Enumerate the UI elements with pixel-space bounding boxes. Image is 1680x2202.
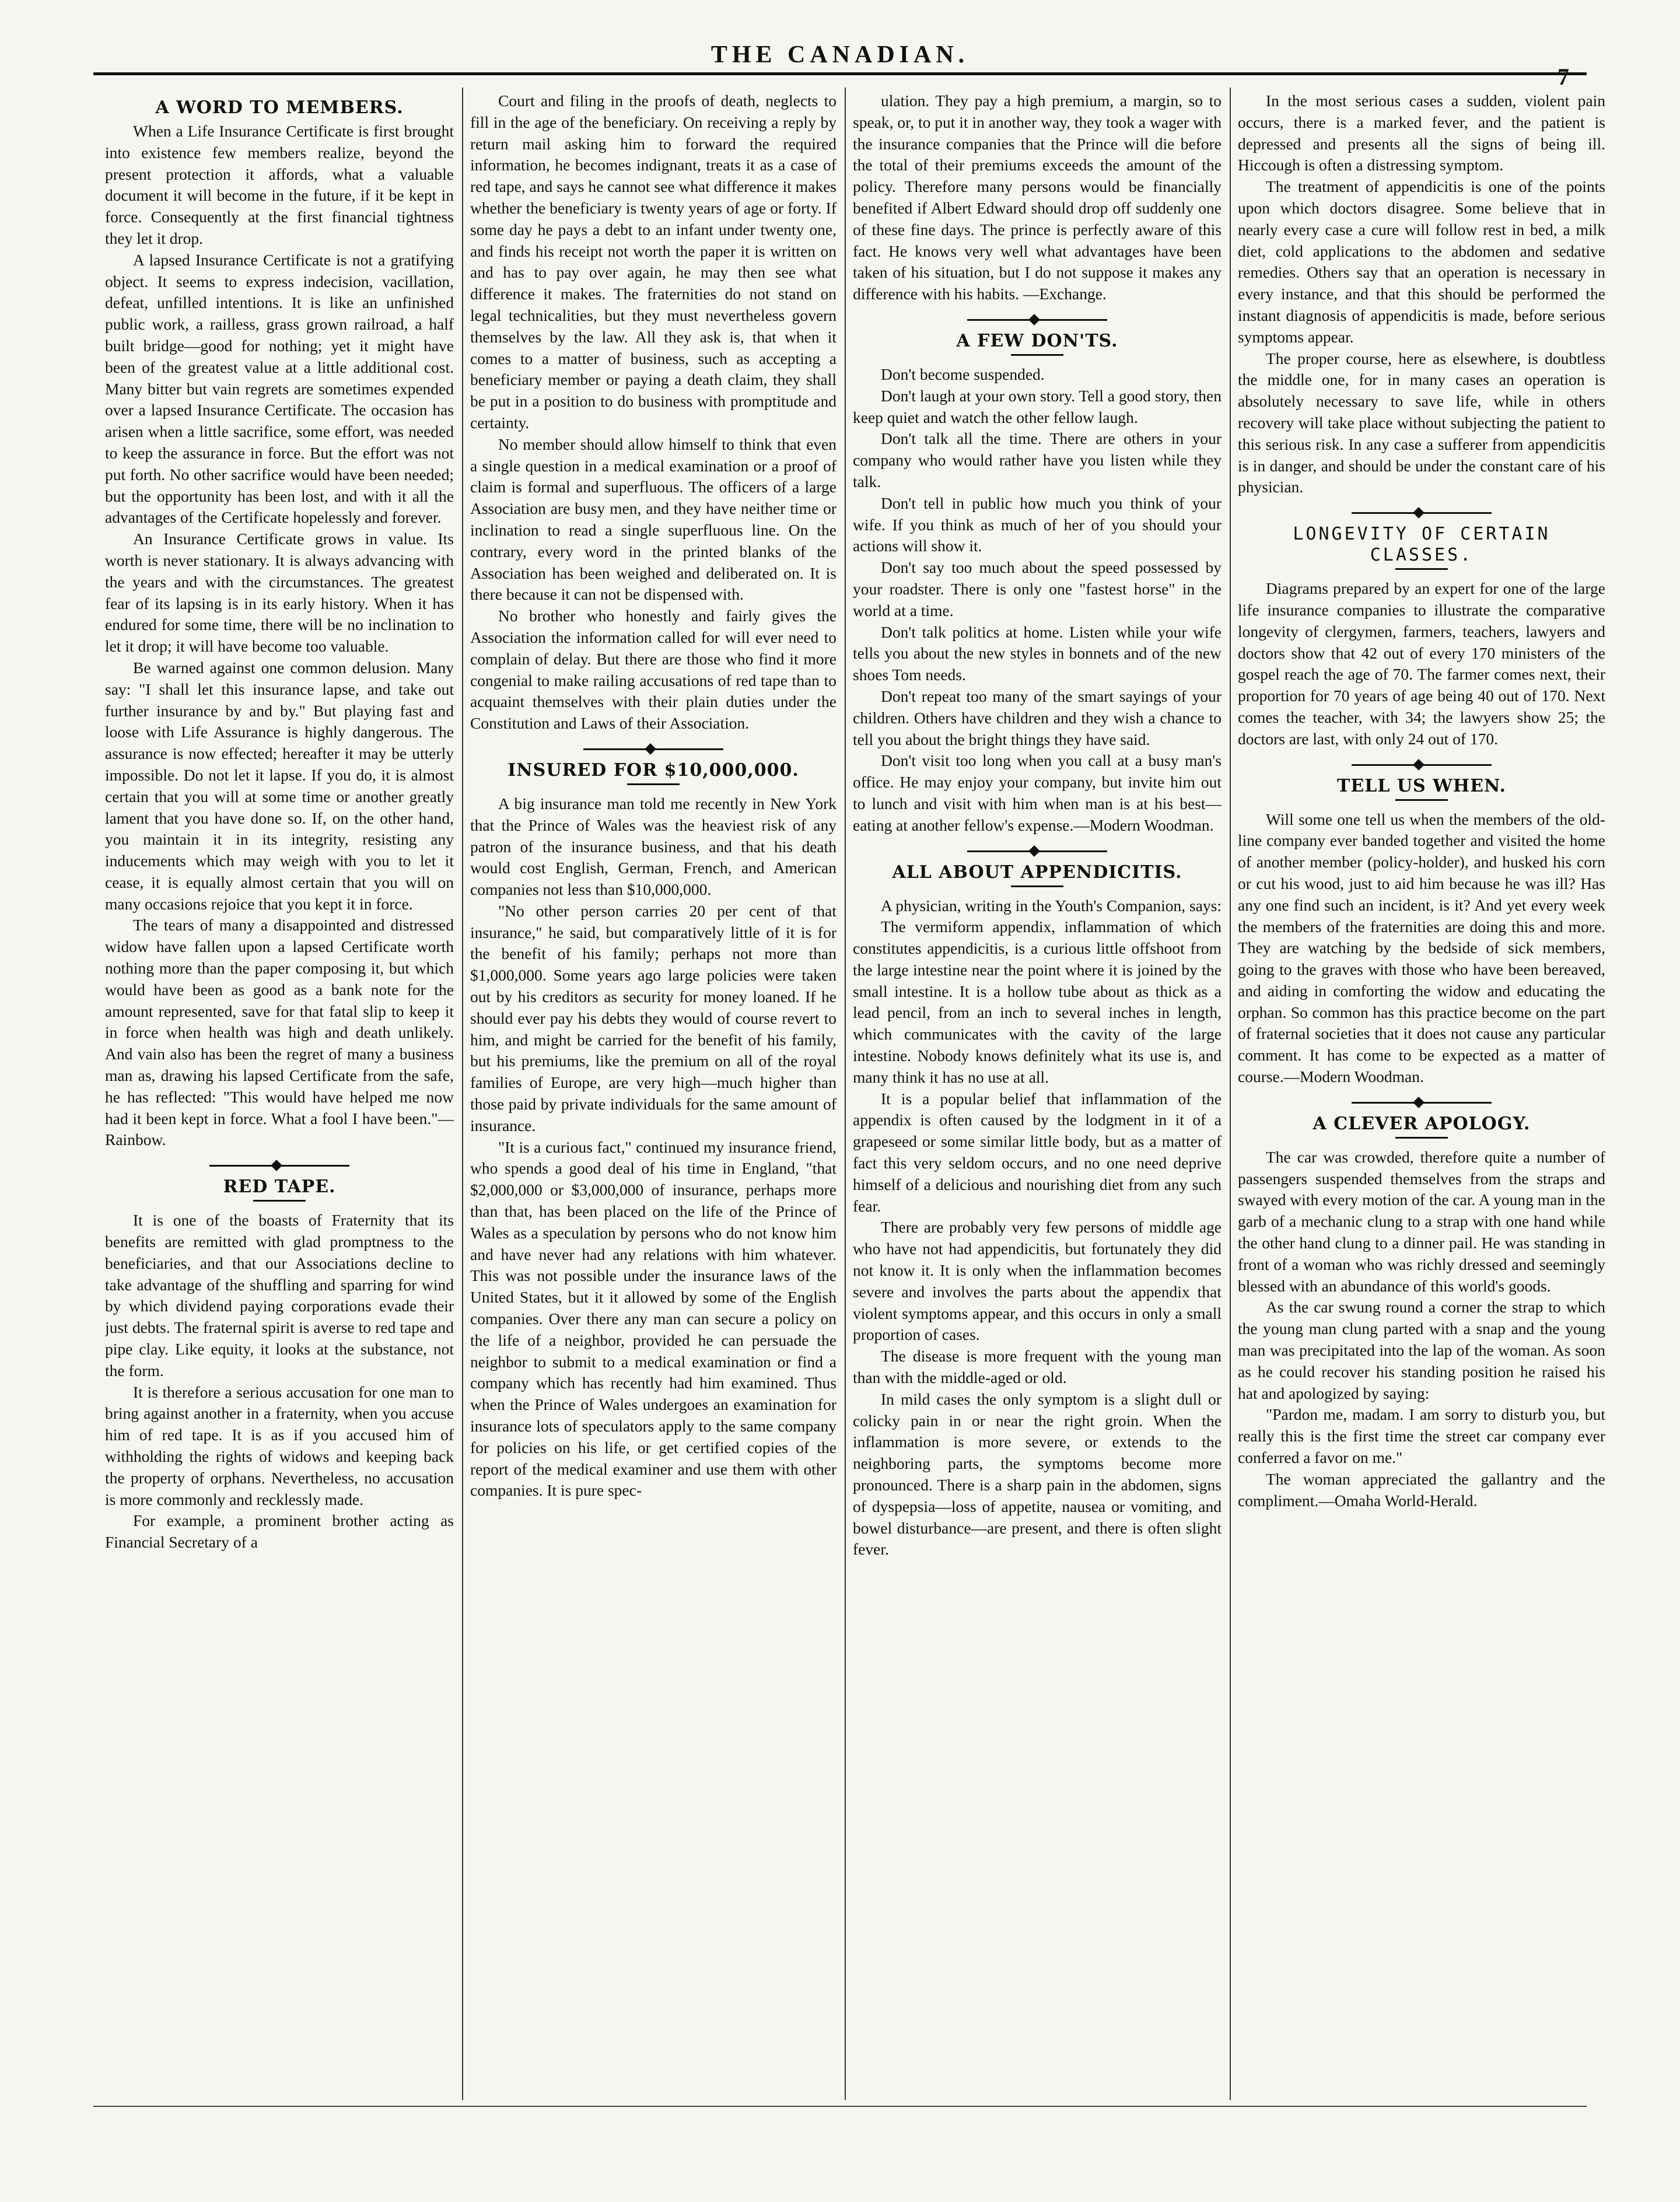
paragraph: There are probably very few persons of middle age who have not had appendicitis, but fortunately they did not know it. It is only when the inflammation becomes severe and involves the parts about the appendix that violent symptoms appear, and this occurs in only a small proportion of cases.	[853, 1218, 1222, 1344]
column-divider	[462, 87, 463, 2100]
column-divider	[845, 87, 846, 2100]
paragraph: Don't tell in public how much you think of your wife. If you think as much of her of you should your actions will show it.	[853, 493, 1222, 555]
section-ornament	[967, 316, 1107, 324]
article-title: RED TAPE.	[223, 1177, 336, 1198]
paragraph: The disease is more frequent with the young man than with the middle-aged or old.	[853, 1347, 1222, 1387]
paragraph: It is one of the boasts of Fraternity that its benefits are remitted with glad promptness to the beneficiaries, and that our Associations decline to take advantage of the shuffling and sparring for wind by which dividend paying corporations evade their just debts. The fraternal spirit is averse to red tape and pipe clay. Like equity, it looks at the substance, not the form.	[105, 1211, 454, 1380]
title-rule	[1395, 568, 1448, 570]
article-title: A FEW DON'TS.	[956, 330, 1118, 351]
section-ornament	[583, 745, 723, 753]
paragraph: Don't become suspended.	[881, 365, 1045, 383]
paragraph: Diagrams prepared by an expert for one of the large life insurance companies to illustrate the comparative longevity of clergymen, farmers, teachers, lawyers and doctors show that 42 out of every 170 ministers of the gospel reach the age of 70. The farmer comes next, their proportion for 70 years of age being 40 out of 170. Next comes the teacher, with 34; the lawyers show 25; the doctors are last, with only 24 out of 170.	[1238, 579, 1605, 748]
article-title: ALL ABOUT APPENDICITIS.	[892, 862, 1182, 883]
paragraph: The proper course, here as elsewhere, is doubtless the middle one, for in many cases an operation is absolutely necessary to save life, while in others recovery will take place without subjecting the patient to this serious risk. In any case a sufferer from appendicitis is in danger, and should be under the constant care of his physician.	[1238, 349, 1605, 496]
paragraph: The woman appreciated the gallantry and the compliment.—Omaha World-Herald.	[1238, 1469, 1605, 1510]
paragraph: No brother who honestly and fairly gives the Association the information called for will ever need to complain of delay. But there are those who find it more congenial to make railing accusations of red tape than to acquaint themselves with their plain duties under the Constitution and Laws of their Association.	[470, 607, 836, 733]
paragraph: No member should allow himself to think that even a single question in a medical examination or a proof of claim is formal and superfluous. The officers of a large Association are busy men, and they have neither time or inclination to read a single superfluous line. On the contrary, every word in the printed blanks of the Association has been weighed and deliberated on. It is there because it can not be dispensed with.	[470, 435, 836, 604]
paragraph: For example, a prominent brother acting as Financial Secretary of a	[105, 1511, 454, 1552]
paragraph: Don't talk politics at home. Listen while your wife tells you about the new styles in bonnets and of the new shoes Tom needs.	[853, 622, 1222, 684]
masthead: THE CANADIAN.	[710, 41, 970, 68]
paragraph: Court and filing in the proofs of death, neglects to fill in the age of the beneficiary. On receiving a reply by return mail asking him to forward the required information, he becomes indignant, treats it as a case of red tape, and says he cannot see what difference it makes whether the beneficiary is twenty years of age or forty. If some day he pays a debt to an infant under twenty one, and finds his receipt not worth the paper it is written on and has to pay over again, he may then see what difference it makes. The fraternities do not stand on legal technicalities, but they must nevertheless govern themselves by the law. All they ask is, that when it comes to a matter of business, such as accepting a beneficiary member or paying a death claim, they shall be put in a position to do business with promptitude and certainty.	[470, 92, 836, 432]
paragraph: Don't laugh at your own story. Tell a good story, then keep quiet and watch the other fellow laugh.	[853, 386, 1222, 426]
paragraph: Don't visit too long when you call at a busy man's office. He may enjoy your company, but invite him out to lunch and visit with him when man is at his best—eating at another fellow's expense.—Modern Woodman.	[853, 751, 1222, 834]
paragraph: A physician, writing in the Youth's Companion, says:	[881, 896, 1222, 915]
article-title: TELL US WHEN.	[1337, 775, 1506, 796]
paragraph: Don't talk all the time. There are others in your company who would rather have you listen while they talk.	[853, 429, 1222, 491]
title-rule	[1011, 885, 1063, 887]
article-title: A CLEVER APOLOGY.	[1312, 1113, 1531, 1134]
title-rule	[1395, 1137, 1448, 1139]
page-number: 7	[1558, 64, 1569, 90]
column-divider	[1230, 87, 1231, 2100]
section-ornament	[209, 1161, 349, 1170]
section-ornament	[1352, 1098, 1492, 1107]
paragraph: As the car swung round a corner the strap to which the young man clung parted with a snap and the young man was precipitated into the lap of the woman. As soon as he could recover his standing position he raised his hat and apologized by saying:	[1238, 1298, 1605, 1402]
section-ornament	[967, 847, 1107, 855]
paragraph: "Pardon me, madam. I am sorry to disturb you, but really this is the first time the street car company ever conferred a favor on me."	[1238, 1405, 1605, 1467]
paragraph: In the most serious cases a sudden, violent pain occurs, there is a marked fever, and the patient is depressed and presents all the signs of being ill. Hiccough is often a distressing symptom.	[1238, 92, 1605, 174]
paragraph: The treatment of appendicitis is one of the points upon which doctors disagree. Some believe that in nearly every case a cure will follow rest in bed, a milk diet, cold applications to the abdomen and sedative remedies. Others say that an operation is necessary in every instance, and that this should be performed the instant diagnosis of appendicitis is made, before serious symptoms appear.	[1238, 177, 1605, 346]
paragraph: "It is a curious fact," continued my insurance friend, who spends a good deal of his time in England, "that $2,000,000 or $3,000,000 of insurance, perhaps more than that, has been placed on the life of the Prince of Wales as a speculation by persons who do not know him and have never had any relations with him whatever. This was not possible under the insurance laws of the United States, but it it allowed by some of the English companies. Over there any man can secure a policy on the life of a neighbor, provided he can persuade the neighbor to submit to a medical examination or find a company which has recently had him examined. Thus when the Prince of Wales undergoes an examination for insurance lots of speculators apply to the same company for policies on his life, or get certified copies of the report of the medical examiner and use them with other companies. It is pure spec-	[470, 1137, 836, 1500]
paragraph: The vermiform appendix, inflammation of which constitutes appendicitis, is a curious little offshoot from the large intestine near the point where it is joined by the small intestine. It is a hollow tube about as thick as a lead pencil, from an inch to several inches in length, which communicates with the cavity of the large intestine. Nobody knows definitely what its use is, and many think it has no use at all.	[853, 918, 1222, 1086]
header-rule	[93, 72, 1587, 75]
paragraph: Don't repeat too many of the smart sayings of your children. Others have children and they wish a chance to tell you about the bright things they have said.	[853, 687, 1222, 748]
paragraph: It is therefore a serious accusation for one man to bring against another in a fraternity, when you accuse him of red tape. It is as if you accused him of withholding the rights of widows and keeping back the property of orphans. Nevertheless, no accusation is more commonly and recklessly made.	[105, 1382, 454, 1508]
paragraph: Will some one tell us when the members of the old-line company ever banded together and visited the home of another member (policy-holder), and husked his corn or cut his wood, just to aid him because he was ill? Has any one find such an incident, is it? And yet every week the members of the fraternities are doing this and more. They are watching by the bedside of sick members, going to the graves with those who have been bereaved, and aiding in comforting the widow and educating the orphan. So common has this practice become on the part of fraternal societies that it does not cause any particular comment. It has come to be expected as a matter of course.—Modern Woodman.	[1238, 810, 1605, 1086]
column-1	[105, 90, 454, 2085]
article-title: A WORD TO MEMBERS.	[155, 97, 404, 118]
title-rule	[253, 1200, 306, 1202]
paragraph: The tears of many a disappointed and distressed widow have fallen upon a lapsed Certificate worth nothing more than the paper composing it, but which would have been as good as a bank note for the amount represented, save for that fatal slip to keep it in force when health was high and death unlikely. And vain also has been the regret of many a business man as, drawing his lapsed Certificate from the safe, he has reflected: "This would have helped me now had it been kept in force. What a fool I have been."—Rainbow.	[105, 916, 454, 1149]
article-title: LONGEVITY OF CERTAIN CLASSES.	[1293, 524, 1550, 566]
footer-rule	[93, 2106, 1587, 2107]
paragraph: Be warned against one common delusion. Many say: "I shall let this insurance lapse, and take out further insurance by and by." But playing fast and loose with Life Assurance is highly dangerous. The assurance is now effected; hereafter it may be utterly impossible. Do not let it lapse. If you do, it is almost certain that you will at some time or another greatly lament that you have done so. If, on the other hand, you maintain it in its integrity, resisting any inducements which may weigh with you to let it cease, it is equally almost certain that you will on many occasions rejoice that you kept it in force.	[105, 658, 454, 913]
article-title: INSURED FOR $10,000,000.	[508, 759, 799, 780]
section-ornament	[1352, 509, 1492, 517]
title-rule	[1395, 799, 1448, 801]
paragraph: When a Life Insurance Certificate is first brought into existence few members realize, beyond the present protection it affords, what a valuable document it will become in the future, if it be kept in force. Consequently at the first financial tightness they let it drop.	[105, 122, 454, 247]
paragraph: ulation. They pay a high premium, a margin, so to speak, or, to put it in another way, they took a wager with the insurance companies that the Prince will die before the total of their premiums exceeds the amount of the policy. Therefore many persons would be financially benefited if Albert Edward should drop off suddenly one of these fine days. The prince is perfectly aware of this fact. He knows very well what advantages have been taken of his situation, but I do not suppose it makes any difference with his habits. —Exchange.	[853, 92, 1222, 303]
section-ornament	[1352, 761, 1492, 769]
title-rule	[627, 783, 680, 785]
paragraph: Don't say too much about the speed possessed by your roadster. There is only one "fastest horse" in the world at a time.	[853, 558, 1222, 619]
paragraph: In mild cases the only symptom is a slight dull or colicky pain in or near the right groin. When the inflammation is more severe, or extends to the neighboring parts, the symptoms become more pronounced. There is a sharp pain in the abdomen, signs of dyspepsia—loss of appetite, nausea or vomiting, and bowel disturbance—are present, and there is often slight fever.	[853, 1389, 1222, 1559]
paragraph: "No other person carries 20 per cent of that insurance," he said, but comparatively little of it is for the benefit of his family; perhaps not more than $1,000,000. Some years ago large policies were taken out by his creditors as security for money loaned. If he should ever pay his debts they would of course revert to him, and might be carried for the benefit of his family, but his premiums, like the premium on all of the royal families of Europe, are very high—much higher than those paid by private individuals for the same amount of insurance.	[470, 901, 836, 1135]
column-3	[853, 90, 1222, 2085]
paragraph: A lapsed Insurance Certificate is not a gratifying object. It seems to express indecision, vacillation, defeat, unfilled intentions. It is like an unfinished public work, a railless, grass grown railroad, a half built bridge—good for nothing; yet it might have been of the greatest value at a little additional cost. Many bitter but vain regrets are sometimes expended over a lapsed Insurance Certificate. The occasion has arisen when a little sacrifice, some effort, was needed to keep the assurance in force. But the effort was not put forth. No other sacrifice would have been needed; but the opportunity has been lost, and with it all the advantages of the Certificate hopelessly and forever.	[105, 250, 454, 527]
paragraph: A big insurance man told me recently in New York that the Prince of Wales was the heaviest risk of any patron of the insurance business, and that his death would cost English, German, French, and American companies not less than $10,000,000.	[470, 794, 836, 899]
column-2	[470, 90, 836, 2085]
paragraph: It is a popular belief that inflammation of the appendix is often caused by the lodgment in it of a grapeseed or some similar little body, but as a matter of fact this very seldom occurs, and no one need deprive himself of a delicious and nourishing diet from any such fear.	[853, 1089, 1222, 1215]
paragraph: An Insurance Certificate grows in value. Its worth is never stationary. It is always advancing with the years and with the circumstances. The greatest fear of its lapsing is in its early history. When it has endured for some time, there will be no inclination to let it drop; it will have become too valuable.	[105, 530, 454, 656]
column-4	[1238, 90, 1605, 2085]
paragraph: The car was crowded, therefore quite a number of passengers suspended themselves from the straps and swayed with every motion of the car. A young man in the garb of a mechanic clung to a strap with one hand while the other hand clung to a dinner pail. He was standing in front of a woman who was richly dressed and seemingly blessed with an abundance of this world's goods.	[1238, 1147, 1605, 1295]
title-rule	[1011, 354, 1063, 356]
